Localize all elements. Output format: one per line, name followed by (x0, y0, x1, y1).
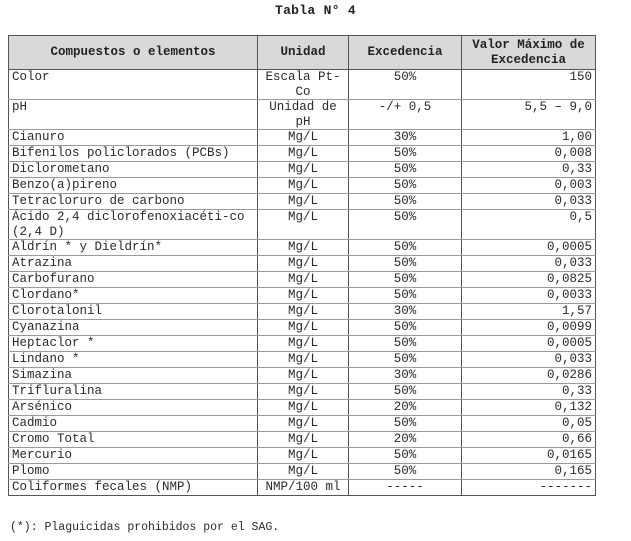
cell-max-value: 1,00 (462, 130, 596, 146)
table-body (9, 70, 596, 496)
table-row (9, 352, 596, 368)
cell-max-value: 0,5 (462, 210, 596, 240)
cell-unit: Escala Pt-Co (258, 70, 349, 100)
cell-exceedance: 20% (349, 432, 462, 448)
cell-exceedance: 20% (349, 400, 462, 416)
cell-exceedance: -/+ 0,5 (349, 100, 462, 130)
cell-exceedance: 50% (349, 416, 462, 432)
table-row (9, 240, 596, 256)
cell-exceedance: 50% (349, 288, 462, 304)
cell-compound: Aldrín * y Dieldrín* (9, 240, 258, 256)
cell-compound: Simazina (9, 368, 258, 384)
cell-compound: Mercurio (9, 448, 258, 464)
cell-max-value: 0,33 (462, 162, 596, 178)
cell-compound: Atrazina (9, 256, 258, 272)
cell-exceedance: 50% (349, 194, 462, 210)
cell-exceedance: 50% (349, 320, 462, 336)
cell-exceedance: 50% (349, 352, 462, 368)
table-row (9, 162, 596, 178)
cell-max-value: 1,57 (462, 304, 596, 320)
table-row (9, 70, 596, 100)
cell-unit: Mg/L (258, 304, 349, 320)
cell-compound: Tetracloruro de carbono (9, 194, 258, 210)
cell-exceedance: 50% (349, 146, 462, 162)
cell-max-value: 0,033 (462, 352, 596, 368)
cell-compound: Arsénico (9, 400, 258, 416)
cell-compound: Carbofurano (9, 272, 258, 288)
cell-exceedance: 50% (349, 464, 462, 480)
cell-max-value: 0,0825 (462, 272, 596, 288)
cell-unit: Mg/L (258, 368, 349, 384)
cell-max-value: ------- (462, 480, 596, 496)
cell-unit: Mg/L (258, 272, 349, 288)
cell-unit: Mg/L (258, 448, 349, 464)
cell-max-value: 0,0005 (462, 336, 596, 352)
cell-exceedance: ----- (349, 480, 462, 496)
cell-unit: Mg/L (258, 194, 349, 210)
cell-compound: Trifluralina (9, 384, 258, 400)
cell-unit: Mg/L (258, 464, 349, 480)
cell-unit: Mg/L (258, 416, 349, 432)
cell-compound: Bifenilos policlorados (PCBs) (9, 146, 258, 162)
cell-unit: Mg/L (258, 432, 349, 448)
table-row (9, 336, 596, 352)
cell-exceedance: 30% (349, 368, 462, 384)
cell-compound: Cromo Total (9, 432, 258, 448)
cell-unit: Mg/L (258, 210, 349, 240)
table-row (9, 368, 596, 384)
cell-max-value: 0,05 (462, 416, 596, 432)
cell-unit: Mg/L (258, 256, 349, 272)
table-row (9, 130, 596, 146)
cell-max-value: 0,0165 (462, 448, 596, 464)
table-row (9, 320, 596, 336)
cell-unit: Mg/L (258, 336, 349, 352)
cell-unit: Mg/L (258, 352, 349, 368)
header-unit: Unidad (258, 36, 349, 70)
table-row (9, 432, 596, 448)
cell-max-value: 0,0099 (462, 320, 596, 336)
cell-exceedance: 30% (349, 304, 462, 320)
cell-unit: NMP/100 ml (258, 480, 349, 496)
cell-compound: Benzo(a)pireno (9, 178, 258, 194)
cell-unit: Mg/L (258, 288, 349, 304)
cell-unit: Mg/L (258, 320, 349, 336)
cell-compound: Lindano * (9, 352, 258, 368)
cell-exceedance: 50% (349, 210, 462, 240)
cell-max-value: 0,132 (462, 400, 596, 416)
cell-compound: Color (9, 70, 258, 100)
table-row (9, 194, 596, 210)
cell-exceedance: 50% (349, 448, 462, 464)
table-row (9, 272, 596, 288)
cell-exceedance: 30% (349, 130, 462, 146)
cell-unit: Mg/L (258, 130, 349, 146)
table-row (9, 146, 596, 162)
cell-unit: Unidad de pH (258, 100, 349, 130)
table-row (9, 464, 596, 480)
header-row (9, 36, 596, 70)
footnote: (*): Plaguicidas prohibidos por el SAG. (10, 521, 280, 534)
cell-exceedance: 50% (349, 256, 462, 272)
cell-exceedance: 50% (349, 178, 462, 194)
cell-compound: Heptaclor * (9, 336, 258, 352)
cell-max-value: 0,0286 (462, 368, 596, 384)
cell-exceedance: 50% (349, 384, 462, 400)
cell-exceedance: 50% (349, 162, 462, 178)
cell-unit: Mg/L (258, 240, 349, 256)
cell-unit: Mg/L (258, 162, 349, 178)
cell-compound: Cadmio (9, 416, 258, 432)
table-row (9, 384, 596, 400)
cell-max-value: 0,008 (462, 146, 596, 162)
cell-compound: Diclorometano (9, 162, 258, 178)
cell-exceedance: 50% (349, 240, 462, 256)
cell-compound: Coliformes fecales (NMP) (9, 480, 258, 496)
table-header (9, 36, 596, 70)
cell-max-value: 0,66 (462, 432, 596, 448)
table-row (9, 400, 596, 416)
cell-max-value: 0,033 (462, 256, 596, 272)
cell-max-value: 0,0005 (462, 240, 596, 256)
cell-compound: Clordano* (9, 288, 258, 304)
cell-max-value: 150 (462, 70, 596, 100)
header-max-value: Valor Máximo de Excedencia (462, 36, 596, 70)
cell-unit: Mg/L (258, 384, 349, 400)
table-row (9, 448, 596, 464)
cell-unit: Mg/L (258, 146, 349, 162)
cell-exceedance: 50% (349, 272, 462, 288)
cell-compound: Ácido 2,4 diclorofenoxiacéti-co (2,4 D) (9, 210, 258, 240)
cell-unit: Mg/L (258, 400, 349, 416)
header-exceedance: Excedencia (349, 36, 462, 70)
table-row (9, 178, 596, 194)
table-row (9, 256, 596, 272)
cell-max-value: 0,0033 (462, 288, 596, 304)
table-row (9, 416, 596, 432)
cell-compound: Clorotalonil (9, 304, 258, 320)
cell-compound: Plomo (9, 464, 258, 480)
table-row (9, 100, 596, 130)
cell-exceedance: 50% (349, 70, 462, 100)
cell-max-value: 5,5 – 9,0 (462, 100, 596, 130)
cell-max-value: 0,033 (462, 194, 596, 210)
cell-max-value: 0,165 (462, 464, 596, 480)
cell-exceedance: 50% (349, 336, 462, 352)
table-title: Tabla N° 4 (274, 3, 356, 18)
cell-compound: pH (9, 100, 258, 130)
cell-compound: Cianuro (9, 130, 258, 146)
cell-max-value: 0,003 (462, 178, 596, 194)
table-row (9, 288, 596, 304)
table-row (9, 210, 596, 240)
table-row (9, 304, 596, 320)
cell-max-value: 0,33 (462, 384, 596, 400)
table-row (9, 480, 596, 496)
data-table (8, 35, 596, 496)
cell-compound: Cyanazina (9, 320, 258, 336)
header-compound: Compuestos o elementos (9, 36, 258, 70)
cell-unit: Mg/L (258, 178, 349, 194)
